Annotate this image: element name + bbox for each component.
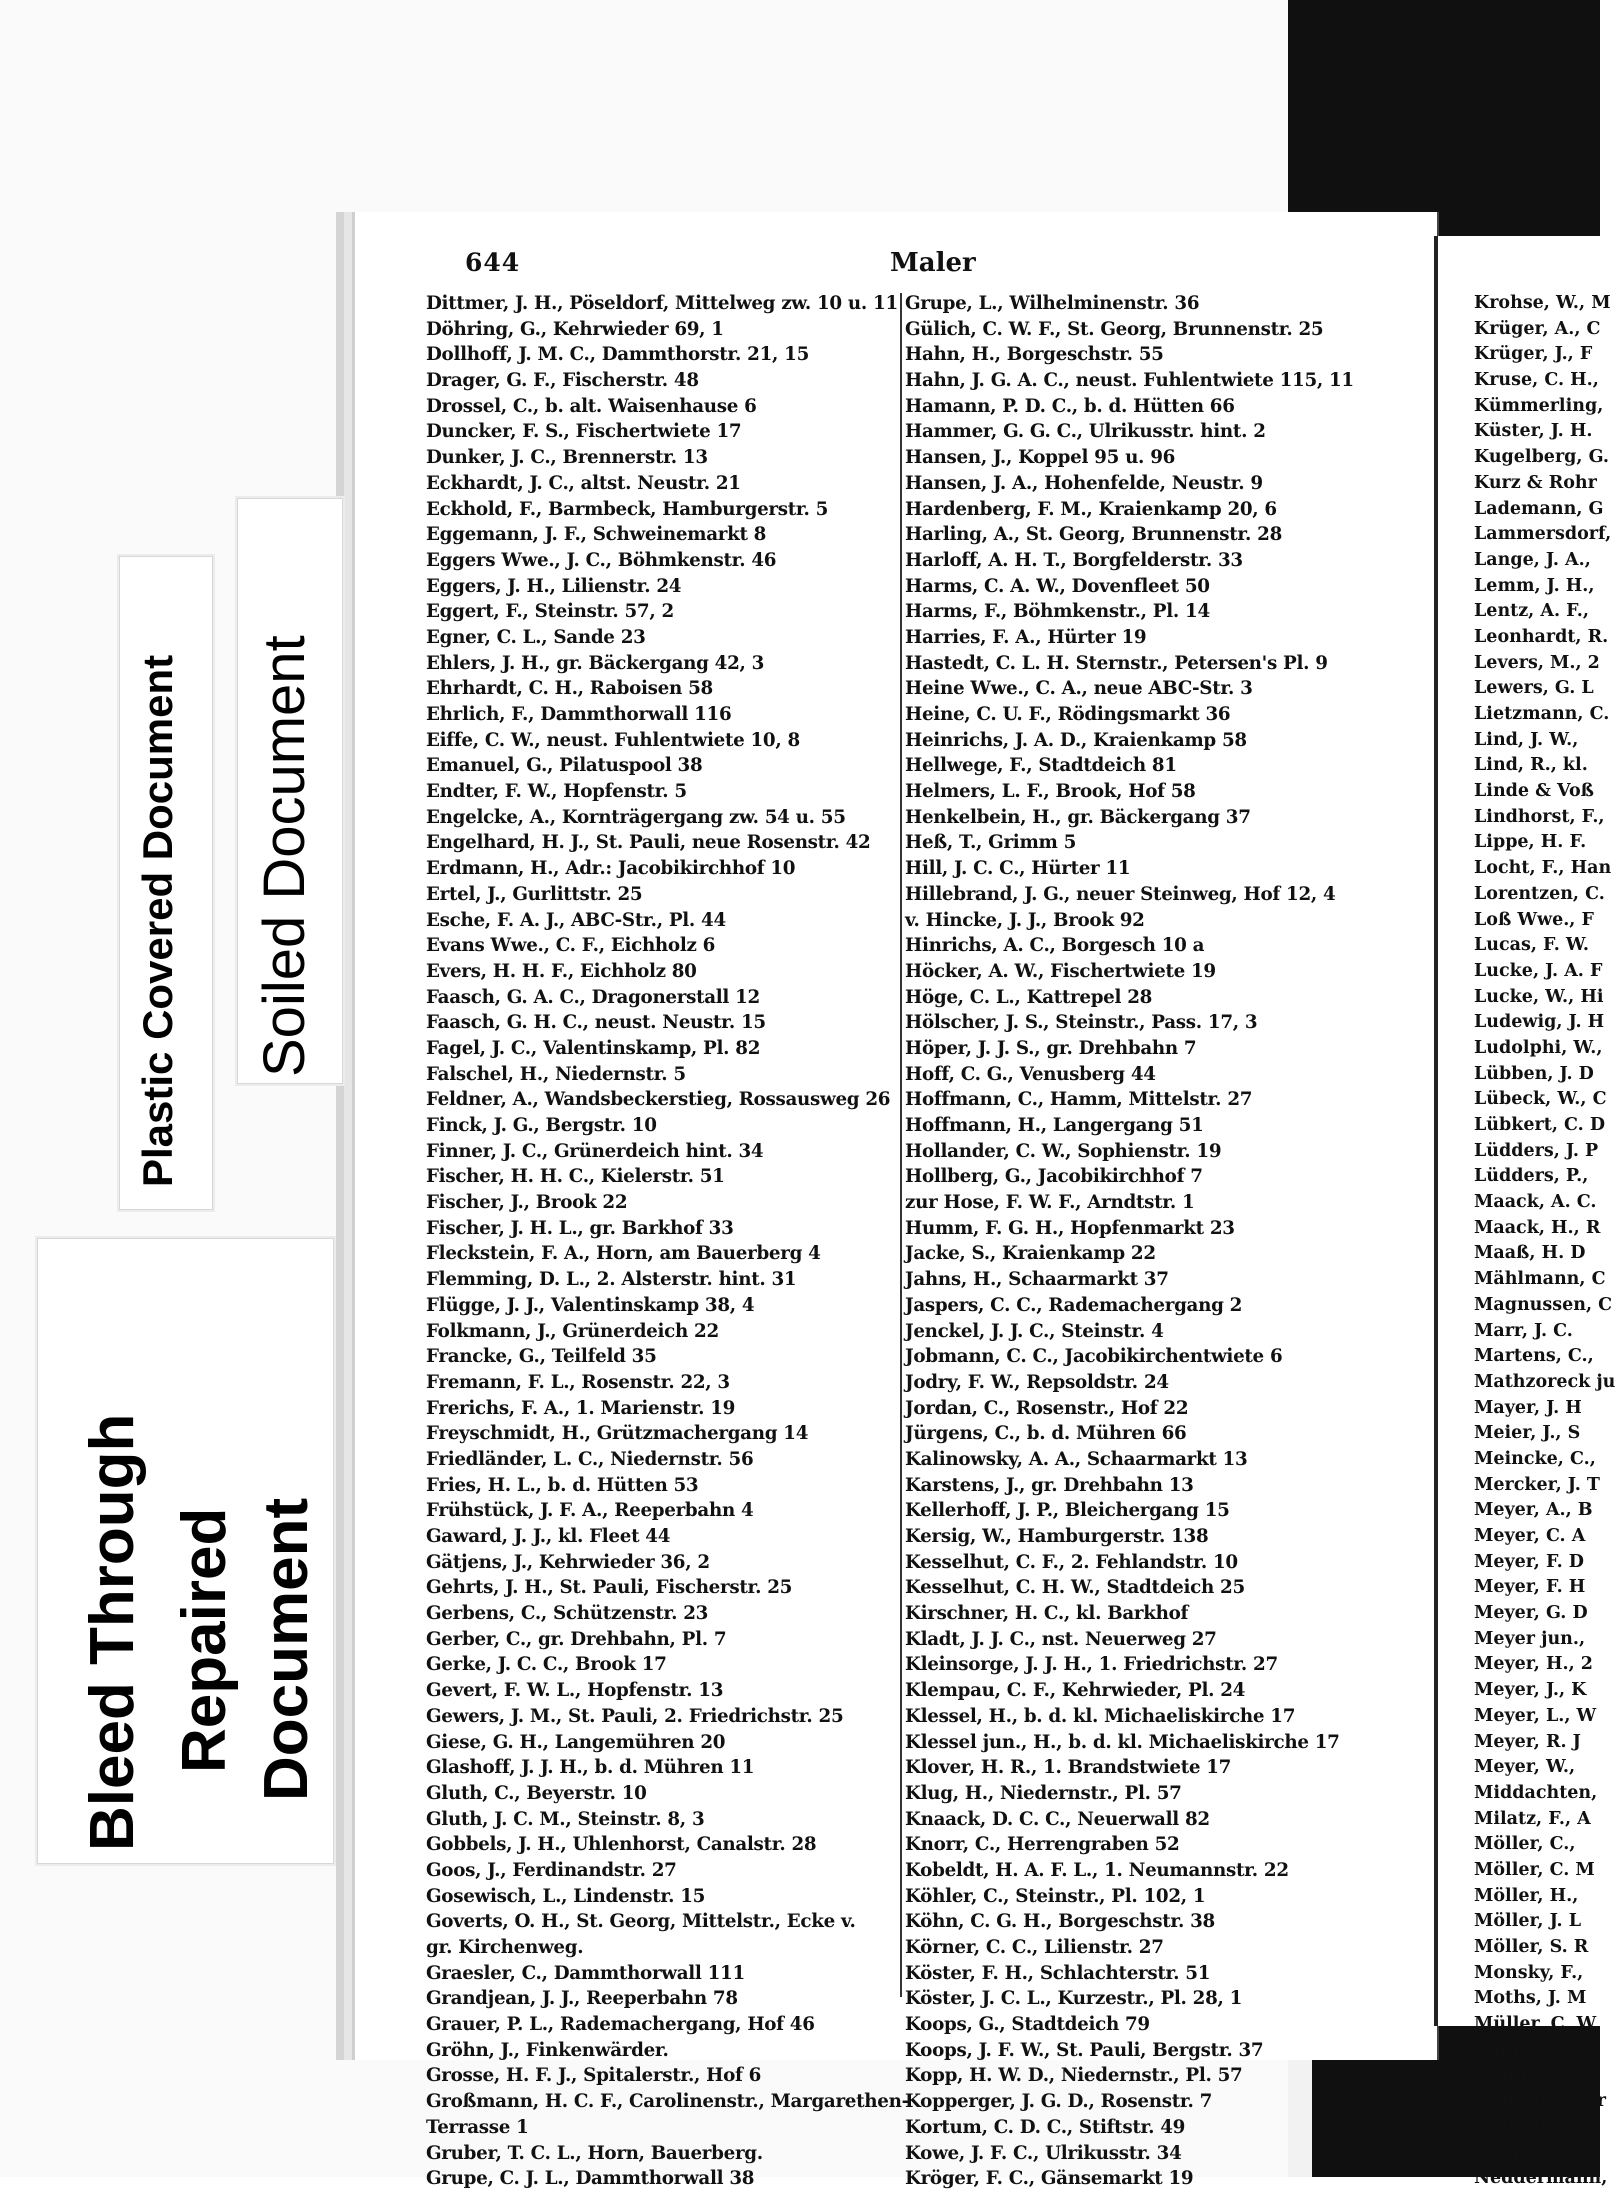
directory-entry: Goos, J., Ferdinandstr. 27 [426,1859,677,1881]
directory-entry: Lucas, F. W. [1474,935,1589,956]
bleed-through-label [37,1238,334,1864]
directory-entry: Eckhold, F., Barmbeck, Hamburgerstr. 5 [426,498,829,520]
directory-entry: Grupe, C. J. L., Dammthorwall 38 [426,2168,755,2190]
directory-entry: Lucke, J. A. F [1474,960,1603,981]
directory-entry: Großmann, H. C. F., Carolinenstr., Margarethen- [426,2091,909,2113]
directory-entry: Hollander, C. W., Sophienstr. 19 [905,1140,1222,1162]
directory-entry: Eggers, J. H., Lilienstr. 24 [426,575,682,597]
directory-entry: Fischer, J. H. L., gr. Barkhof 33 [426,1217,734,1239]
directory-entry: Eggert, F., Steinstr. 57, 2 [426,601,674,623]
directory-entry: Middachten, [1474,1782,1598,1803]
directory-entry: Drossel, C., b. alt. Waisenhause 6 [426,395,757,417]
directory-entry: Krüger, J., F [1474,344,1593,365]
directory-entry: Loß Wwe., F [1474,909,1594,930]
directory-entry: Ludolphi, W., [1474,1037,1603,1058]
directory-entry: Maack, H., R [1474,1217,1601,1238]
directory-entry: Lentz, A. F., [1474,601,1589,622]
directory-entry: Hamann, P. D. C., b. d. Hütten 66 [905,395,1235,417]
directory-entry: Möller, J. L [1474,1911,1582,1932]
directory-entry: Meyer, A., B [1474,1500,1593,1521]
directory-entry: Hellwege, F., Stadtdeich 81 [905,755,1177,777]
directory-entry: Leonhardt, R. [1474,626,1609,647]
directory-entry: Grupe, L., Wilhelminenstr. 36 [905,293,1200,314]
directory-entry: Hahn, H., Borgeschstr. 55 [905,344,1164,366]
directory-entry: Flügge, J. J., Valentinskamp 38, 4 [426,1294,755,1316]
directory-entry: Gröhn, J., Finkenwärder. [426,2039,669,2061]
directory-entry: Gehrts, J. H., St. Pauli, Fischerstr. 25 [426,1577,793,1599]
directory-entry: Gerber, C., gr. Drehbahn, Pl. 7 [426,1628,727,1650]
directory-entry: Koops, J. F. W., St. Pauli, Bergstr. 37 [905,2039,1264,2061]
directory-entry: Emanuel, G., Pilatuspool 38 [426,755,703,777]
directory-entry: Lübeck, W., C [1474,1089,1607,1110]
directory-entry: Ehlers, J. H., gr. Bäckergang 42, 3 [426,652,765,674]
directory-entry: Hastedt, C. L. H. Sternstr., Petersen's Pl. 9 [905,652,1328,674]
directory-entry: Möller, C., [1474,1834,1576,1855]
directory-entry: Finner, J. C., Grünerdeich hint. 34 [426,1140,764,1162]
directory-entry: Frühstück, J. F. A., Reeperbahn 4 [426,1500,754,1522]
column-middle [905,291,1375,2192]
directory-entry: Heinrichs, J. A. D., Kraienkamp 58 [905,729,1247,751]
directory-entry: Jürgens, C., b. d. Mühren 66 [905,1423,1187,1445]
directory-entry: Levers, M., 2 [1474,652,1600,673]
directory-entry: Grosse, H. F. J., Spitalerstr., Hof 6 [426,2065,762,2087]
plastic-covered-text: Plastic Covered Document [134,654,181,1187]
directory-entry: Ludewig, J. H [1474,1012,1605,1033]
directory-entry: Nauwarck, Fr [1474,2091,1606,2112]
directory-entry: zur Hose, F. W. F., Arndtstr. 1 [905,1192,1195,1214]
directory-entry: Höcker, A. W., Fischertwiete 19 [905,960,1216,982]
directory-entry: Fischer, J., Brook 22 [426,1192,628,1214]
directory-entry: Jahns, H., Schaarmarkt 37 [905,1269,1169,1291]
directory-entry: Klug, H., Niedernstr., Pl. 57 [905,1782,1182,1804]
directory-entry: Mählmann, C [1474,1269,1606,1290]
directory-entry: Glashoff, J. J. H., b. d. Mühren 11 [426,1757,755,1779]
directory-entry: Lammersdorf, [1474,524,1612,545]
directory-entry: Lindhorst, F., [1474,806,1605,827]
directory-entry: Neander, G. [1474,2142,1590,2163]
directory-entry: Francke, G., Teilfeld 35 [426,1346,657,1368]
directory-entry: Meyer, H., 2 [1474,1654,1593,1675]
directory-entry: Harloff, A. H. T., Borgfelderstr. 33 [905,549,1243,571]
directory-entry: Lind, R., kl. [1474,755,1588,776]
directory-entry: Jobmann, C. C., Jacobikirchentwiete 6 [905,1346,1283,1368]
directory-entry: Jacke, S., Kraienkamp 22 [905,1243,1156,1265]
directory-entry: Engelcke, A., Kornträgergang zw. 54 u. 55 [426,806,846,828]
directory-entry: Fremann, F. L., Rosenstr. 22, 3 [426,1371,730,1393]
directory-entry: Knaack, D. C. C., Neuerwall 82 [905,1808,1210,1830]
column-left [426,291,921,2192]
directory-entry: Grauer, P. L., Rademachergang, Hof 46 [426,2014,815,2036]
document-text: Document [252,1497,321,1801]
directory-entry: Körner, C. C., Lilienstr. 27 [905,1937,1164,1958]
directory-entry: Kladt, J. J. C., nst. Neuerweg 27 [905,1628,1217,1650]
directory-entry: Fries, H. L., b. d. Hütten 53 [426,1474,699,1496]
directory-entry: Faasch, G. H. C., neust. Neustr. 15 [426,1012,766,1034]
directory-entry: Mercker, J. T [1474,1474,1600,1495]
directory-entry: Engelhard, H. J., St. Pauli, neue Rosenstr. 42 [426,832,871,854]
directory-entry: Harms, C. A. W., Dovenfleet 50 [905,575,1210,597]
directory-entry: Lietzmann, C. [1474,704,1610,724]
directory-entry: Ehrlich, F., Dammthorwall 116 [426,704,732,725]
directory-entry: Meyer, F. D [1474,1551,1584,1572]
directory-entry: Faasch, G. A. C., Dragonerstall 12 [426,986,760,1008]
directory-entry: Hoff, C. G., Venusberg 44 [905,1063,1156,1085]
column-right [1474,291,1614,2192]
directory-entry: Heß, T., Grimm 5 [905,832,1077,854]
directory-entry: Eggemann, J. F., Schweinemarkt 8 [426,524,767,546]
directory-entry: Kümmerling, [1474,395,1604,416]
directory-entry: Evers, H. H. F., Eichholz 80 [426,960,697,982]
directory-entry: Gaward, J. J., kl. Fleet 44 [426,1526,671,1547]
directory-entry: Kirschner, H. C., kl. Barkhof [905,1603,1189,1625]
directory-entry: Nauwark, F., [1474,2116,1597,2137]
directory-entry: Köhn, C. G. H., Borgeschstr. 38 [905,1911,1215,1933]
directory-entry: Endter, F. W., Hopfenstr. 5 [426,781,687,803]
directory-entry: Mathzoreck ju [1474,1371,1615,1392]
page-heading: Maler [890,248,976,278]
soiled-document-text: Soiled Document [252,635,317,1077]
directory-entry: Heine, C. U. F., Rödingsmarkt 36 [905,704,1231,725]
directory-entry: Gosewisch, L., Lindenstr. 15 [426,1885,706,1907]
directory-entry: v. Hincke, J. J., Brook 92 [905,909,1145,931]
directory-entry: Folkmann, J., Grünerdeich 22 [426,1320,719,1342]
directory-entry: Kopp, H. W. D., Niedernstr., Pl. 57 [905,2065,1243,2087]
directory-entry: Meyer, G. D [1474,1603,1588,1624]
directory-entry: Harries, F. A., Hürter 19 [905,626,1147,648]
directory-entry: Meincke, C., [1474,1448,1596,1469]
directory-entry: Kesselhut, C. F., 2. Fehlandstr. 10 [905,1551,1238,1573]
directory-entry: Möller, C. M [1474,1859,1595,1880]
directory-entry: Meyer, J., K [1474,1680,1587,1701]
directory-entry: Finck, J. G., Bergstr. 10 [426,1115,657,1136]
directory-entry: Hölscher, J. S., Steinstr., Pass. 17, 3 [905,1012,1258,1034]
directory-entry: Hansen, J. A., Hohenfelde, Neustr. 9 [905,472,1263,494]
directory-entry: Ehrhardt, C. H., Raboisen 58 [426,678,713,700]
directory-entry: Kalinowsky, A. A., Schaarmarkt 13 [905,1448,1248,1470]
directory-entry: Fleckstein, F. A., Horn, am Bauerberg 4 [426,1243,821,1265]
directory-entry: Lemm, J. H., [1474,575,1595,596]
directory-entry: Freyschmidt, H., Grützmachergang 14 [426,1423,809,1445]
directory-entry: Lewers, G. L [1474,678,1594,699]
directory-entry: Lange, J. A., [1474,549,1591,570]
directory-entry: Gerke, J. C. C., Brook 17 [426,1654,667,1676]
directory-entry: Dollhoff, J. M. C., Dammthorstr. 21, 15 [426,344,809,366]
directory-entry: Henkelbein, H., gr. Bäckergang 37 [905,806,1251,828]
directory-entry: Eggers Wwe., J. C., Böhmkenstr. 46 [426,549,777,571]
directory-entry: Gluth, C., Beyerstr. 10 [426,1782,647,1804]
directory-entry: Graesler, C., Dammthorwall 111 [426,1962,745,1984]
directory-entry: Gluth, J. C. M., Steinstr. 8, 3 [426,1808,705,1830]
directory-entry: Heine Wwe., C. A., neue ABC-Str. 3 [905,678,1253,700]
directory-entry: Frerichs, F. A., 1. Marienstr. 19 [426,1397,736,1419]
directory-entry: Kortum, C. D. C., Stiftstr. 49 [905,2116,1186,2138]
directory-entry: Monsky, F., [1474,1962,1584,1983]
directory-entry: Magnussen, C [1474,1294,1613,1315]
directory-entry: Ertel, J., Gurlittstr. 25 [426,883,643,905]
directory-entry: Lind, J. W., [1474,729,1579,750]
directory-entry: Hammer, G. G. C., Ulrikusstr. hint. 2 [905,421,1266,443]
directory-entry: Klover, H. R., 1. Brandstwiete 17 [905,1757,1232,1779]
directory-entry: Evans Wwe., C. F., Eichholz 6 [426,935,716,957]
directory-entry: Fischer, H. H. C., Kielerstr. 51 [426,1166,725,1188]
directory-entry: Kleinsorge, J. J. H., 1. Friedrichstr. 27 [905,1654,1278,1676]
directory-entry: Meyer, R. J [1474,1731,1581,1752]
directory-entry: Kugelberg, G. [1474,447,1609,468]
directory-entry: Harling, A., St. Georg, Brunnenstr. 28 [905,524,1283,546]
directory-entry: Döhring, G., Kehrwieder 69, 1 [426,318,724,340]
directory-entry: Gevert, F. W. L., Hopfenstr. 13 [426,1680,724,1702]
directory-entry: Köhler, C., Steinstr., Pl. 102, 1 [905,1885,1206,1907]
directory-entry: Lübkert, C. D [1474,1115,1605,1135]
directory-entry: Knorr, C., Herrengraben 52 [905,1834,1180,1856]
directory-entry: Kurz & Rohr [1474,472,1597,493]
directory-entry: Lüdders, P., [1474,1166,1589,1187]
directory-entry: Lademann, G [1474,498,1604,519]
directory-entry: Eckhardt, J. C., altst. Neustr. 21 [426,472,741,494]
directory-entry: Jordan, C., Rosenstr., Hof 22 [905,1397,1189,1419]
directory-entry: Meyer, W., [1474,1757,1576,1778]
directory-entry: Goverts, O. H., St. Georg, Mittelstr., Ecke v. [426,1911,856,1933]
directory-entry: Hoffmann, C., Hamm, Mittelstr. 27 [905,1089,1253,1111]
directory-entry: Küster, J. H. [1474,421,1593,442]
directory-entry: Marr, J. C. [1474,1320,1573,1341]
directory-entry: Jenckel, J. J. C., Steinstr. 4 [905,1320,1164,1342]
directory-entry: Hillebrand, J. G., neuer Steinweg, Hof 12, 4 [905,883,1336,905]
directory-entry: Erdmann, H., Adr.: Jacobikirchhof 10 [426,858,796,880]
directory-entry: Dittmer, J. H., Pöseldorf, Mittelweg zw. 10 u. 11 [426,293,898,314]
directory-entry: Möller, S. R [1474,1937,1589,1957]
soiled-document-label [237,498,343,1084]
directory-entry: Neddermann, [1474,2168,1608,2189]
directory-entry: Kellerhoff, J. P., Bleichergang 15 [905,1500,1230,1522]
bleed-through-text: Bleed Through [78,1413,147,1851]
directory-entry: Meyer jun., [1474,1628,1586,1649]
directory-entry: Lüdders, J. P [1474,1140,1599,1161]
directory-entry: Klempau, C. F., Kehrwieder, Pl. 24 [905,1680,1246,1702]
directory-entry: Egner, C. L., Sande 23 [426,626,646,648]
directory-entry: Kruse, C. H., [1474,370,1599,391]
directory-entry: Meyer, L., W [1474,1705,1597,1726]
directory-entry: Koops, G., Stadtdeich 79 [905,2014,1150,2036]
directory-entry: Hansen, J., Koppel 95 u. 96 [905,447,1176,469]
directory-entry: Linde & Voß [1474,781,1594,802]
directory-entry: Höge, C. L., Kattrepel 28 [905,986,1153,1008]
directory-entry: Lübben, J. D [1474,1063,1594,1084]
directory-entry: Drager, G. F., Fischerstr. 48 [426,370,699,392]
directory-entry: Kobeldt, H. A. F. L., 1. Neumannstr. 22 [905,1859,1289,1881]
directory-entry: Duncker, F. S., Fischertwiete 17 [426,421,742,443]
directory-entry: Meyer, F. H [1474,1577,1586,1598]
directory-entry: Fagel, J. C., Valentinskamp, Pl. 82 [426,1037,761,1059]
directory-entry: Maaß, H. D [1474,1243,1586,1264]
directory-entry: Lorentzen, C. [1474,883,1605,904]
directory-entry: Hardenberg, F. M., Kraienkamp 20, 6 [905,498,1277,520]
page-header [465,248,1425,288]
directory-entry: Klessel jun., H., b. d. kl. Michaeliskirche 17 [905,1731,1340,1753]
directory-entry: Müller, C. W [1474,2014,1597,2035]
directory-entry: Humm, F. G. H., Hopfenmarkt 23 [905,1217,1235,1239]
directory-entry: Hollberg, G., Jacobikirchhof 7 [905,1166,1203,1188]
directory-entry: Martens, C., [1474,1346,1594,1367]
directory-entry: Grandjean, J. J., Reeperbahn 78 [426,1988,738,2010]
directory-entry: Kröger, F. C., Gänsemarkt 19 [905,2168,1194,2190]
directory-entry: Locht, F., Han [1474,858,1612,879]
directory-entry: Jaspers, C. C., Rademachergang 2 [905,1294,1243,1316]
directory-entry: Hahn, J. G. A. C., neust. Fuhlentwiete 115, 11 [905,370,1354,392]
directory-entry: Müller, M. F [1474,2039,1595,2060]
directory-entry: Gobbels, J. H., Uhlenhorst, Canalstr. 28 [426,1834,817,1856]
directory-entry: Maack, A. C. [1474,1192,1597,1213]
directory-entry: Feldner, A., Wandsbeckerstieg, Rossausweg 26 [426,1089,891,1111]
directory-entry: Lucke, W., Hi [1474,986,1604,1007]
directory-entry: Eiffe, C. W., neust. Fuhlentwiete 10, 8 [426,729,800,751]
directory-entry: Terrasse 1 [426,2116,529,2138]
directory-entry: Kersig, W., Hamburgerstr. 138 [905,1526,1209,1547]
directory-entry: Köster, F. H., Schlachterstr. 51 [905,1962,1211,1984]
directory-entry: Friedländer, L. C., Niedernstr. 56 [426,1448,754,1470]
directory-entry: Moths, J. M [1474,1988,1587,2009]
directory-entry: Hill, J. C. C., Hürter 11 [905,858,1131,880]
directory-entry: Mayer, J. H [1474,1397,1582,1418]
directory-entry: Meier, J., S [1474,1423,1581,1444]
directory-entry: Milatz, F., A [1474,1808,1591,1829]
directory-entry: Karstens, J., gr. Drehbahn 13 [905,1474,1194,1496]
directory-entry: Hinrichs, A. C., Borgesch 10 a [905,935,1205,957]
directory-entry: Kesselhut, C. H. W., Stadtdeich 25 [905,1577,1245,1599]
directory-entry: Dunker, J. C., Brennerstr. 13 [426,447,708,469]
plastic-covered-label [119,556,213,1210]
directory-entry: Höper, J. J. S., gr. Drehbahn 7 [905,1037,1197,1059]
directory-entry: Giese, G. H., Langemühren 20 [426,1731,726,1753]
directory-entry: Krohse, W., M [1474,293,1611,313]
directory-entry: Gülich, C. W. F., St. Georg, Brunnenstr. 25 [905,318,1324,340]
directory-entry: Falschel, H., Niedernstr. 5 [426,1063,686,1085]
directory-entry: Klessel, H., b. d. kl. Michaeliskirche 17 [905,1705,1296,1727]
repaired-text: Repaired [170,1507,239,1773]
directory-entry: Möller, H., [1474,1885,1579,1906]
directory-entry: Helmers, L. F., Brook, Hof 58 [905,781,1196,803]
directory-entry: Köster, J. C. L., Kurzestr., Pl. 28, 1 [905,1988,1243,2010]
directory-entry: Kopperger, J. G. D., Rosenstr. 7 [905,2091,1213,2113]
directory-entry: Gerbens, C., Schützenstr. 23 [426,1603,709,1625]
directory-entry: Gätjens, J., Kehrwieder 36, 2 [426,1551,710,1573]
page-number: 644 [465,248,521,277]
directory-entry: Gewers, J. M., St. Pauli, 2. Friedrichstr. 25 [426,1705,844,1727]
directory-entry: Nann, G., 1. [1474,2065,1590,2086]
directory-entry: Gruber, T. C. L., Horn, Bauerberg. [426,2142,763,2164]
directory-entry: Lippe, H. F. [1474,832,1587,853]
directory-entry: gr. Kirchenweg. [426,1937,584,1958]
directory-entry: Kowe, J. F. C., Ulrikusstr. 34 [905,2142,1182,2164]
directory-entry: Harms, F., Böhmkenstr., Pl. 14 [905,601,1210,623]
directory-entry: Krüger, A., C [1474,318,1601,339]
directory-entry: Esche, F. A. J., ABC-Str., Pl. 44 [426,909,726,931]
directory-entry: Jodry, F. W., Repsoldstr. 24 [905,1371,1169,1393]
directory-entry: Meyer, C. A [1474,1526,1586,1546]
directory-entry: Flemming, D. L., 2. Alsterstr. hint. 31 [426,1269,797,1291]
directory-entry: Hoffmann, H., Langergang 51 [905,1115,1204,1136]
